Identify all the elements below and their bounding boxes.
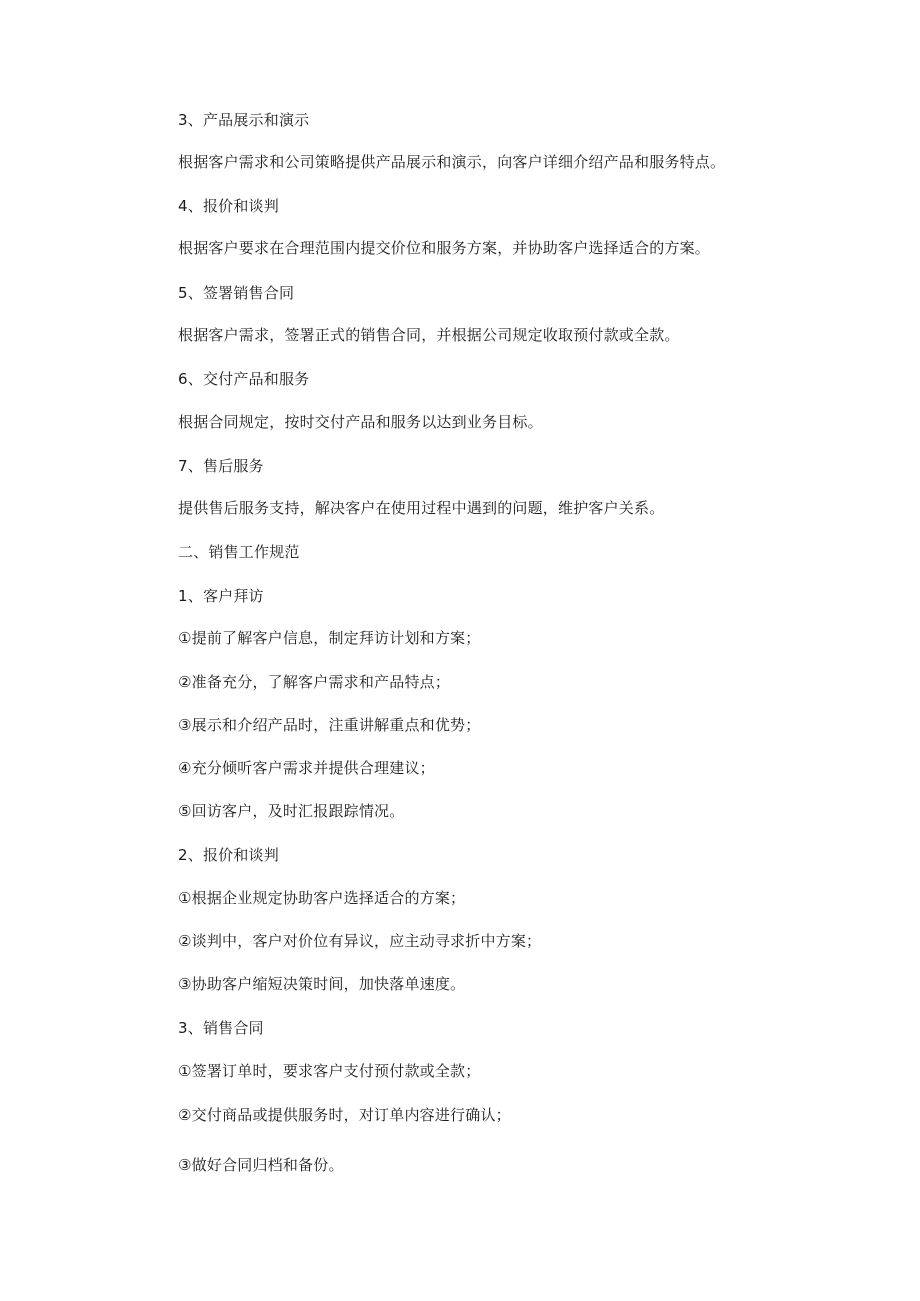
list-item: ①根据企业规定协助客户选择适合的方案；: [178, 889, 466, 907]
paragraph: 根据客户需求和公司策略提供产品展示和演示，向客户详细介绍产品和服务特点。: [178, 153, 726, 171]
section-heading: 3、产品展示和演示: [178, 111, 310, 129]
paragraph: 根据客户要求在合理范围内提交价位和服务方案，并协助客户选择适合的方案。: [178, 239, 711, 257]
list-item: ②交付商品或提供服务时，对订单内容进行确认；: [178, 1106, 511, 1124]
list-item: ③做好合同归档和备份。: [178, 1156, 344, 1174]
list-item: ③协助客户缩短决策时间，加快落单速度。: [178, 975, 466, 993]
section-heading: 1、客户拜访: [178, 587, 264, 605]
paragraph: 根据客户需求，签署正式的销售合同，并根据公司规定收取预付款或全款。: [178, 326, 680, 344]
section-heading: 7、售后服务: [178, 457, 264, 475]
paragraph: 根据合同规定，按时交付产品和服务以达到业务目标。: [178, 413, 543, 431]
section-heading: 6、交付产品和服务: [178, 370, 310, 388]
list-item: ⑤回访客户，及时汇报跟踪情况。: [178, 802, 405, 820]
list-item: ①签署订单时，要求客户支付预付款或全款；: [178, 1062, 481, 1080]
list-item: ②准备充分，了解客户需求和产品特点；: [178, 673, 451, 691]
paragraph: 提供售后服务支持，解决客户在使用过程中遇到的问题，维护客户关系。: [178, 499, 665, 517]
list-item: ①提前了解客户信息，制定拜访计划和方案；: [178, 629, 481, 647]
section-heading: 3、销售合同: [178, 1019, 264, 1037]
list-item: ③展示和介绍产品时，注重讲解重点和优势；: [178, 716, 481, 734]
list-item: ②谈判中，客户对价位有异议，应主动寻求折中方案；: [178, 932, 542, 950]
list-item: ④充分倾听客户需求并提供合理建议；: [178, 759, 435, 777]
section-heading: 4、报价和谈判: [178, 197, 279, 215]
chapter-heading: 二、销售工作规范: [178, 543, 300, 561]
section-heading: 5、签署销售合同: [178, 284, 295, 302]
section-heading: 2、报价和谈判: [178, 846, 279, 864]
